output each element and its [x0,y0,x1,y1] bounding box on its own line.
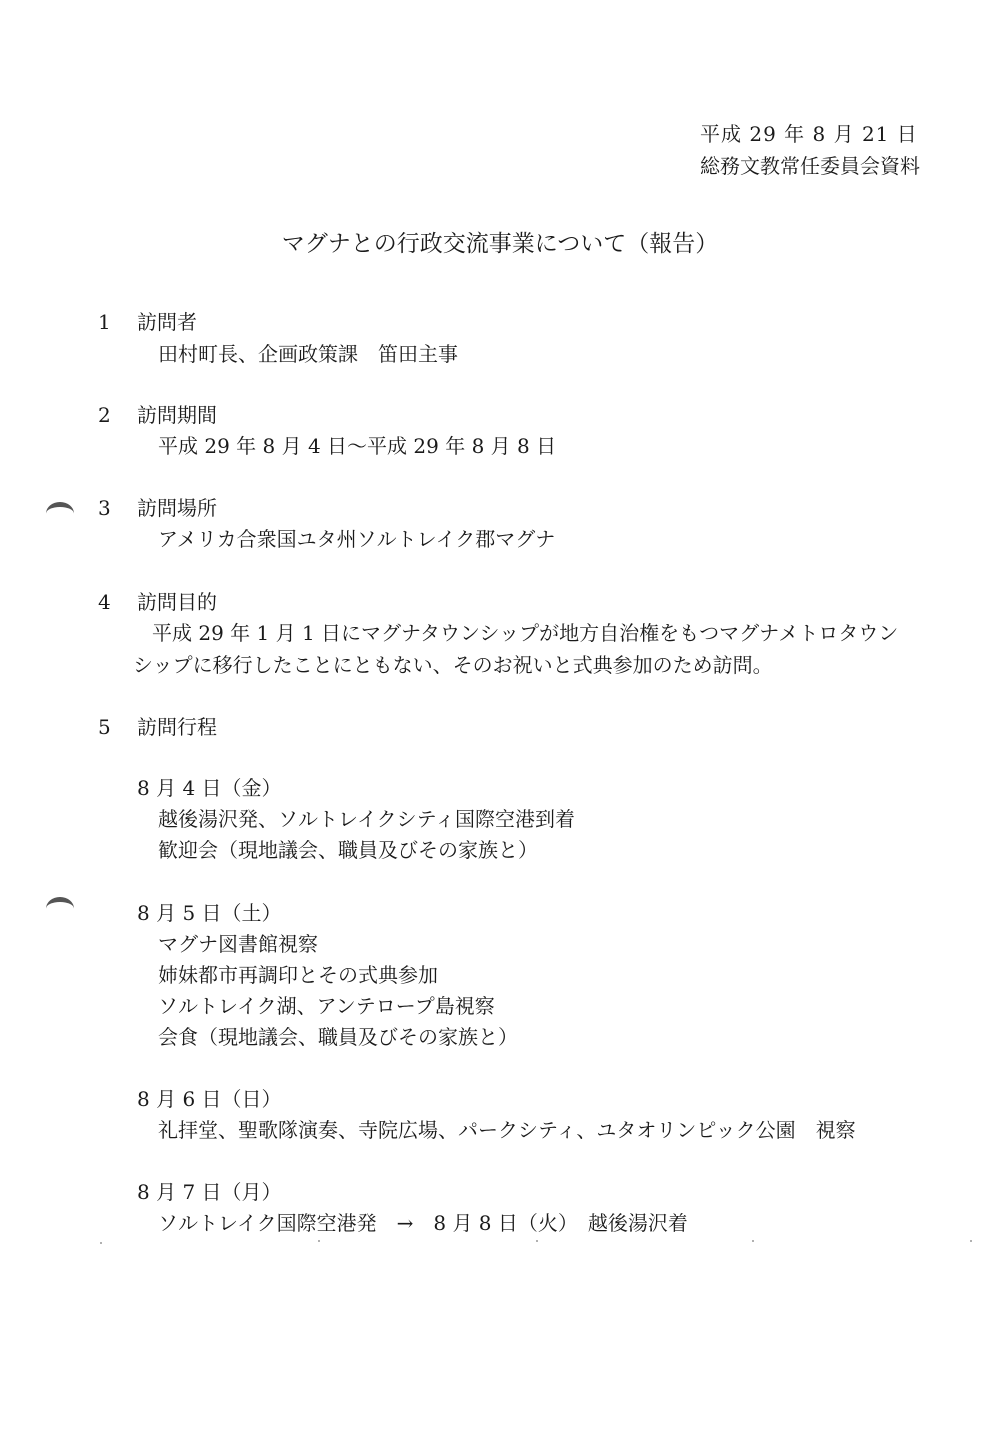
punch-hole-mark [46,897,74,920]
section-number: 2 [98,403,111,427]
punch-hole-mark [46,502,74,525]
section-body: アメリカ合衆国ユタ州ソルトレイク郡マグナ [158,527,556,551]
itinerary-item: 越後湯沢発、ソルトレイクシティ国際空港到着 [158,807,575,831]
scan-speck [970,1240,972,1242]
committee-label: 総務文教常任委員会資料 [700,154,920,178]
itinerary-item: 姉妹都市再調印とその式典参加 [158,963,438,987]
scan-speck [752,1240,754,1242]
section-heading: 訪問期間 [137,403,217,427]
section-heading: 訪問行程 [137,715,217,739]
section-body: 田村町長、企画政策課 笛田主事 [158,342,458,366]
itinerary-day: 8 月 7 日（月） [137,1180,282,1204]
section-number: 3 [98,496,111,520]
itinerary-day: 8 月 6 日（日） [137,1087,282,1111]
section-paragraph-line: 平成 29 年 1 月 1 日にマグナタウンシップが地方自治権をもつマグナメトロタウン [152,621,899,645]
itinerary-day: 8 月 4 日（金） [137,776,282,800]
scan-speck [536,1240,538,1242]
section-paragraph-line: シップに移行したことにともない、そのお祝いと式典参加のため訪問。 [133,653,773,677]
scan-speck [100,1242,102,1244]
section-number: 5 [98,715,111,739]
itinerary-item: 礼拝堂、聖歌隊演奏、寺院広場、パークシティ、ユタオリンピック公園 視察 [158,1118,856,1142]
itinerary-item: マグナ図書館視察 [158,932,318,956]
document-title: マグナとの行政交流事業について（報告） [281,231,719,257]
itinerary-item: 会食（現地議会、職員及びその家族と） [158,1025,518,1049]
section-body: 平成 29 年 8 月 4 日〜平成 29 年 8 月 8 日 [158,434,557,458]
itinerary-day: 8 月 5 日（土） [137,901,282,925]
section-heading: 訪問者 [137,310,197,334]
itinerary-item: 歓迎会（現地議会、職員及びその家族と） [158,838,538,862]
document-date: 平成 29 年 8 月 21 日 [700,122,918,146]
itinerary-item: ソルトレイク湖、アンテロープ島視察 [158,994,495,1018]
section-heading: 訪問目的 [137,590,217,614]
section-number: 4 [98,590,111,614]
scan-speck [318,1240,320,1242]
section-number: 1 [98,310,111,334]
itinerary-item: ソルトレイク国際空港発 → 8 月 8 日（火） 越後湯沢着 [158,1211,688,1235]
section-heading: 訪問場所 [137,496,217,520]
